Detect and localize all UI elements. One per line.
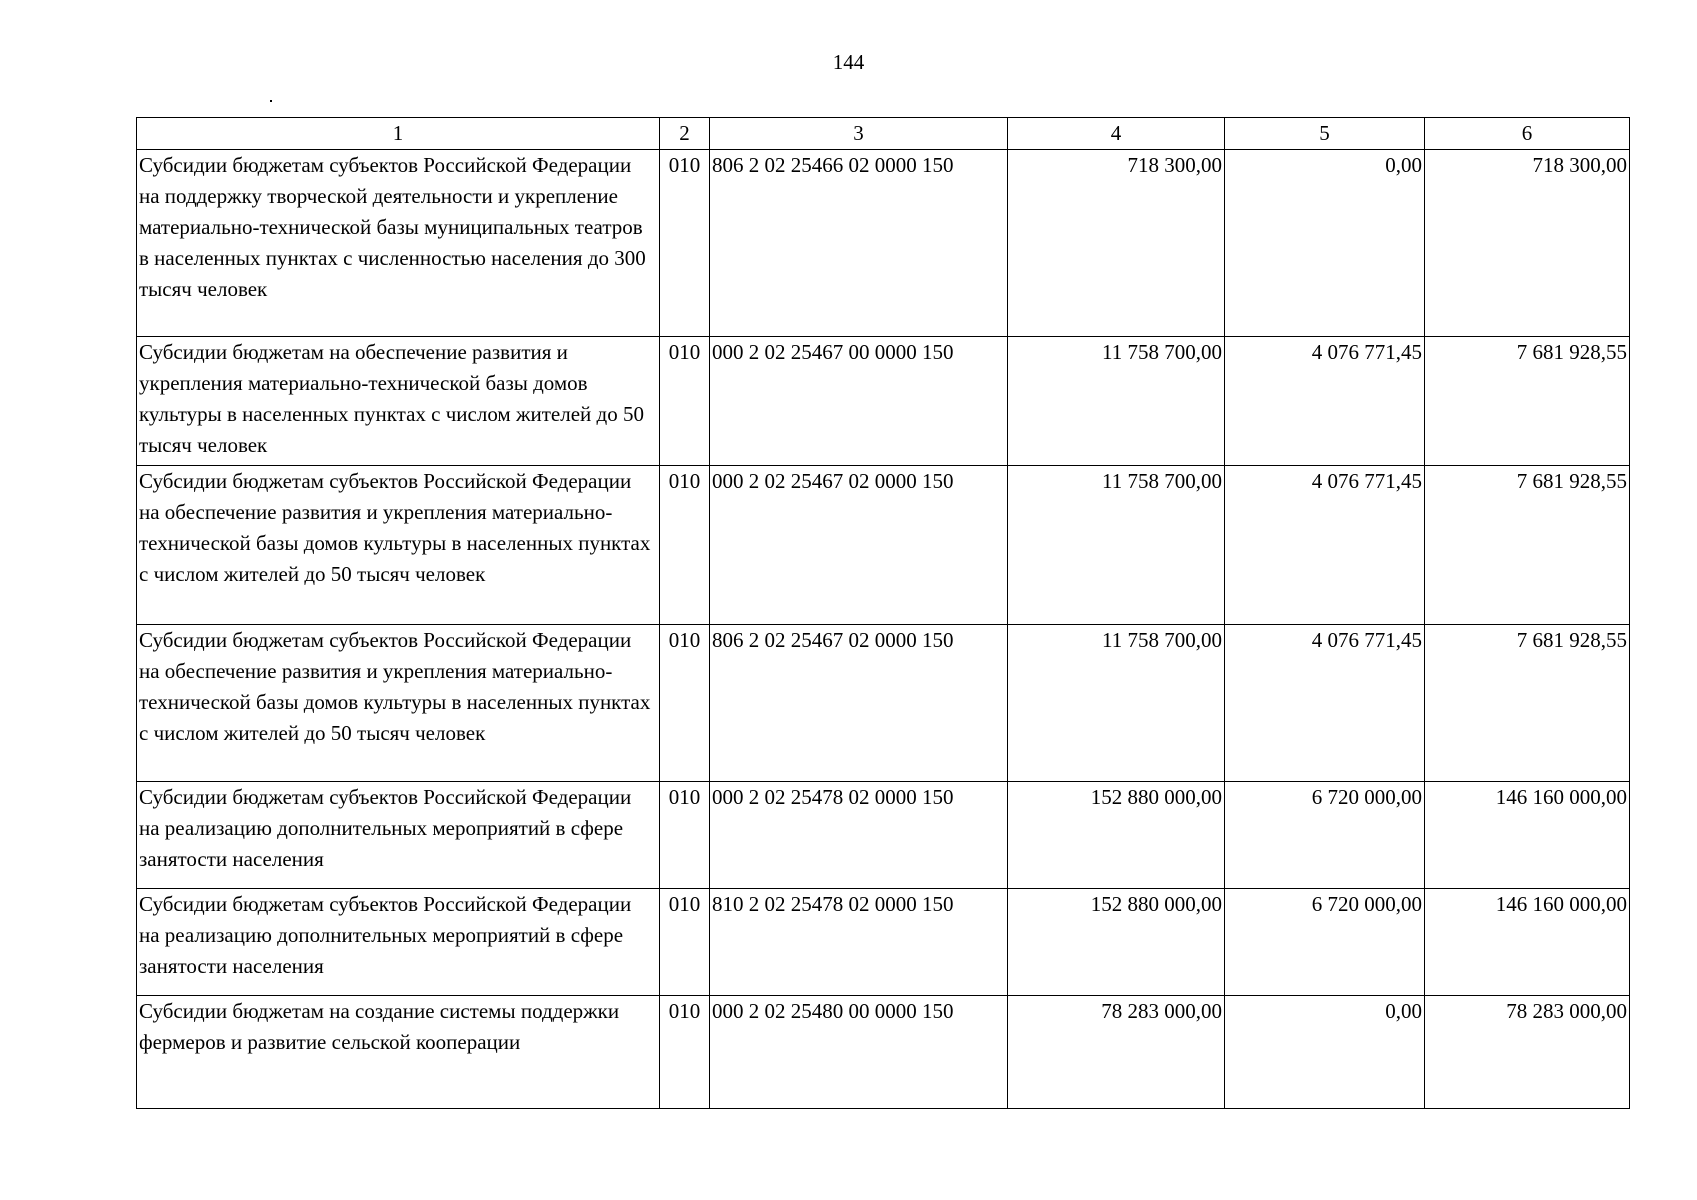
income-name: Субсидии бюджетам субъектов Российской Федерации на обеспечение развития и укрепления материально-технической базы домов культуры в населенных пунктах с числом жителей до 50 тысяч человек — [137, 625, 660, 782]
executed-amount: 0,00 — [1225, 150, 1425, 337]
income-name: Субсидии бюджетам субъектов Российской Федерации на поддержку творческой деятельности и укрепление материально-технической базы муниципальных театров в населенных пунктах с численностью населения до 300 тысяч человек — [137, 150, 660, 337]
table-row — [137, 996, 1630, 1109]
approved-amount: 152 880 000,00 — [1008, 782, 1225, 889]
column-header: 5 — [1225, 118, 1425, 150]
budget-classification-code: 806 2 02 25467 02 0000 150 — [710, 625, 1008, 782]
column-header: 3 — [710, 118, 1008, 150]
approved-amount: 11 758 700,00 — [1008, 466, 1225, 625]
budget-classification-code: 000 2 02 25480 00 0000 150 — [710, 996, 1008, 1109]
approved-amount: 11 758 700,00 — [1008, 337, 1225, 466]
approved-amount: 718 300,00 — [1008, 150, 1225, 337]
unexecuted-amount: 7 681 928,55 — [1425, 625, 1630, 782]
table-row — [137, 337, 1630, 466]
line-code: 010 — [660, 782, 710, 889]
income-name: Субсидии бюджетам на обеспечение развития и укрепления материально-технической базы домов культуры в населенных пунктах с числом жителей до 50 тысяч человек — [137, 337, 660, 466]
approved-amount: 11 758 700,00 — [1008, 625, 1225, 782]
column-header: 6 — [1425, 118, 1630, 150]
executed-amount: 6 720 000,00 — [1225, 782, 1425, 889]
unexecuted-amount: 146 160 000,00 — [1425, 782, 1630, 889]
unexecuted-amount: 7 681 928,55 — [1425, 337, 1630, 466]
header-row — [137, 118, 1630, 150]
line-code: 010 — [660, 337, 710, 466]
line-code: 010 — [660, 466, 710, 625]
budget-classification-code: 810 2 02 25478 02 0000 150 — [710, 889, 1008, 996]
executed-amount: 4 076 771,45 — [1225, 337, 1425, 466]
column-header: 2 — [660, 118, 710, 150]
budget-classification-code: 000 2 02 25467 02 0000 150 — [710, 466, 1008, 625]
income-name: Субсидии бюджетам субъектов Российской Федерации на реализацию дополнительных мероприятий в сфере занятости населения — [137, 782, 660, 889]
income-name: Субсидии бюджетам субъектов Российской Федерации на обеспечение развития и укрепления материально-технической базы домов культуры в населенных пунктах с числом жителей до 50 тысяч человек — [137, 466, 660, 625]
table-row — [137, 625, 1630, 782]
unexecuted-amount: 718 300,00 — [1425, 150, 1630, 337]
budget-classification-code: 000 2 02 25478 02 0000 150 — [710, 782, 1008, 889]
budget-classification-code: 806 2 02 25466 02 0000 150 — [710, 150, 1008, 337]
budget-table — [136, 117, 1630, 1109]
approved-amount: 78 283 000,00 — [1008, 996, 1225, 1109]
line-code: 010 — [660, 625, 710, 782]
executed-amount: 0,00 — [1225, 996, 1425, 1109]
table-row — [137, 889, 1630, 996]
executed-amount: 4 076 771,45 — [1225, 466, 1425, 625]
unexecuted-amount: 7 681 928,55 — [1425, 466, 1630, 625]
table-row — [137, 466, 1630, 625]
budget-classification-code: 000 2 02 25467 00 0000 150 — [710, 337, 1008, 466]
executed-amount: 4 076 771,45 — [1225, 625, 1425, 782]
income-name: Субсидии бюджетам на создание системы поддержки фермеров и развитие сельской кооперации — [137, 996, 660, 1109]
column-header: 1 — [137, 118, 660, 150]
income-name: Субсидии бюджетам субъектов Российской Федерации на реализацию дополнительных мероприятий в сфере занятости населения — [137, 889, 660, 996]
line-code: 010 — [660, 150, 710, 337]
page-number: 144 — [832, 50, 865, 74]
unexecuted-amount: 146 160 000,00 — [1425, 889, 1630, 996]
column-header: 4 — [1008, 118, 1225, 150]
table-row — [137, 150, 1630, 337]
executed-amount: 6 720 000,00 — [1225, 889, 1425, 996]
approved-amount: 152 880 000,00 — [1008, 889, 1225, 996]
scan-speck — [270, 100, 272, 102]
table-row — [137, 782, 1630, 889]
line-code: 010 — [660, 889, 710, 996]
unexecuted-amount: 78 283 000,00 — [1425, 996, 1630, 1109]
line-code: 010 — [660, 996, 710, 1109]
